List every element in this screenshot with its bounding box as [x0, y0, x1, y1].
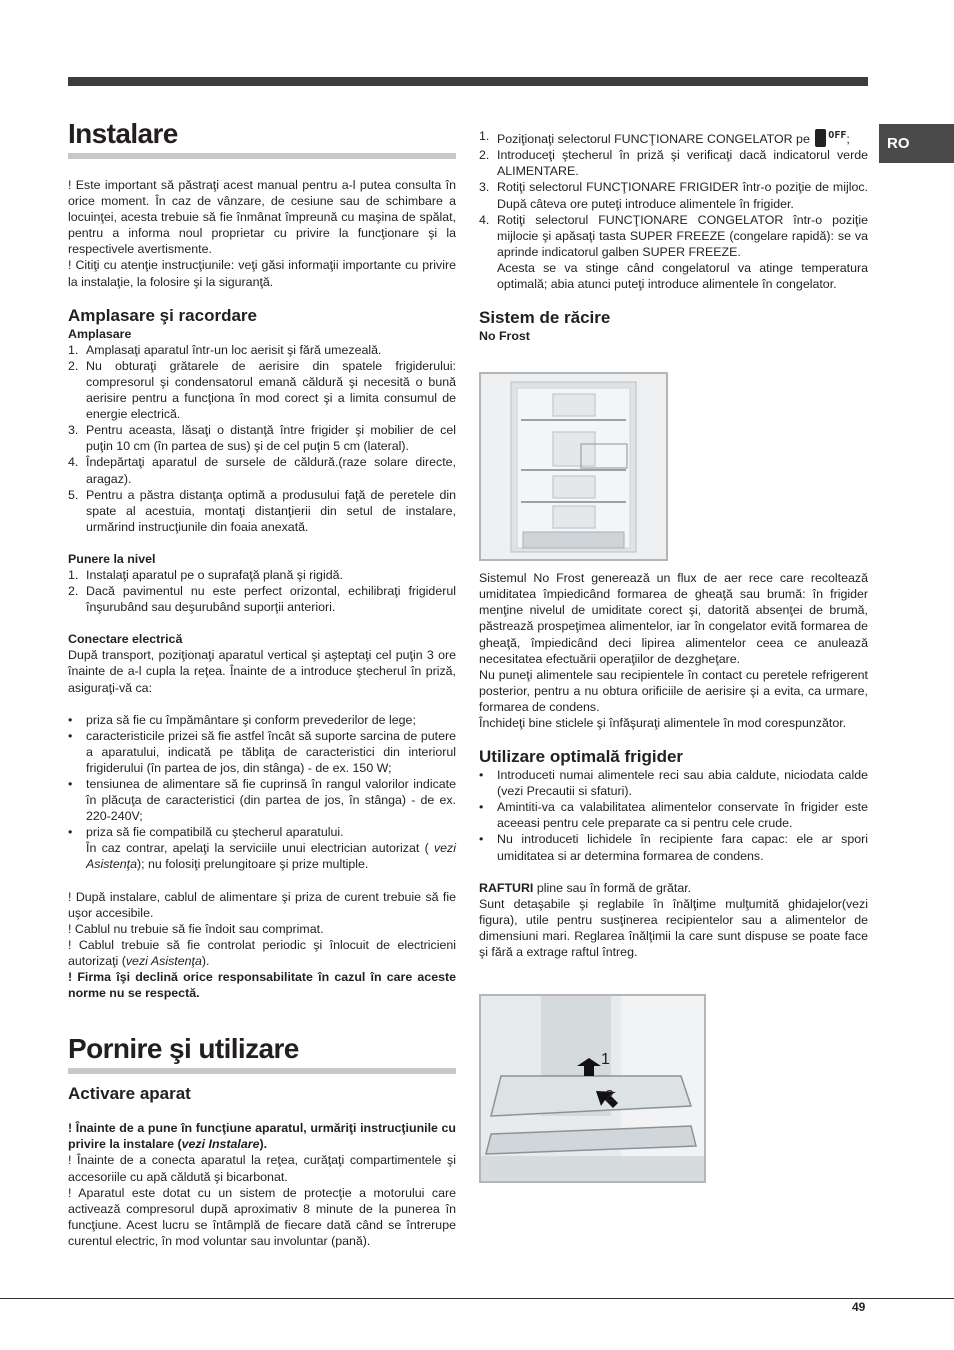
sistem-paragraph: Sistemul No Frost generează un flux de aer rece care recoltează umiditatea împiedicând formarea de gheaţă sau brumă: în frigider menţine nivelul de umiditate corect şi, datorită absenţei de brumă, păstrează prospeţimea alimentelor, iar în congelator evită formarea de gheaţă, împiedicând deci lipirea alimentelor ceea ce anulează necesitatea efectuării operaţiilor de dezgheţare.: [479, 571, 868, 666]
subheading-nivel: Punere la nivel: [68, 551, 156, 566]
list-item: 3. Pentru aceasta, lăsaţi o distanţă între frigider şi mobilier de cel puţin 10 cm (în partea de sus) şi de cel puţin 5 cm (lateral).: [68, 423, 456, 454]
sistem-paragraph: Nu puneţi alimentele sau recipientele în contact cu peretele refrigerent posterior, pentru a nu obtura orificiile de aerisire şi a evita, ca urmare, formarea de condens.: [479, 667, 868, 714]
heading-activare: Activare aparat: [68, 1084, 191, 1104]
intro-paragraph: ! Citiţi cu atenţie instrucţiunile: veţi găsi informaţii importante cu privire la instalaţie, la folosire şi la siguranţă.: [68, 258, 456, 289]
top-rule: [68, 77, 868, 86]
sistem-paragraph: Închideţi bine sticlele şi înfăşuraţi alimentele în mod corespunzător.: [479, 716, 847, 730]
title-rule: [68, 153, 456, 159]
activare-warning: ! Înainte de a pune în funcţiune aparatul, urmăriţi instrucţiunile cu privire la instalare (vezi Instalare).: [68, 1121, 456, 1152]
list-item: • Nu introduceti lichidele în recipiente fara capac: ele ar spori umiditatea si ar determina formarea de condens.: [479, 832, 868, 863]
left-column: [68, 116, 456, 1249]
rafturi-line: RAFTURI pline sau în formă de grătar.: [479, 880, 692, 895]
list-item: 4. Rotiţi selectorul FUNCŢIONARE CONGELATOR într-o poziţie mijlocie şi apăsaţi tasta SUPER FREEZE (congelare rapidă): se va aprinde indicatorul galben SUPER FREEZE. Acesta se va stinge când congelatorul va atinge temperatura optimală; abia atunci puteţi introduce alimentele în congelator.: [479, 212, 868, 291]
title-rule: [68, 1068, 456, 1074]
list-item: 2. Nu obturaţi grătarele de aerisire din spatele frigiderului: compresorul şi condensatorul emană căldură şi necesită o bună aerisire pentru a funcţiona în mod corect şi a limita consumul de energie electrică.: [68, 358, 456, 422]
amplasare-list: [68, 342, 456, 535]
subheading-nofrost: No Frost: [479, 329, 530, 344]
heading-sistem: Sistem de răcire: [479, 308, 611, 328]
warning-text: ! După instalare, cablul de alimentare şi priza de curent trebuie să fie uşor accesibile.: [68, 889, 456, 920]
list-item: 2. Introduceţi ştecherul în priză şi verificaţi dacă indicatorul verde ALIMENTARE.: [479, 148, 868, 179]
activare-paragraph: ! Înainte de a conecta aparatul la reţea, curăţaţi compartimentele şi accesoriile cu apă căldută şi bicarbonat.: [68, 1153, 456, 1184]
list-item: 4. Îndepărtaţi aparatul de sursele de căldură.(raze solare directe, aragaz).: [68, 455, 456, 486]
list-item: • caracteristicile prizei să fie astfel încât să suporte sarcina de putere a aparatului, indicată pe tăbliţa de caracteristici din interiorul frigiderului (în partea de jos, din stânga) - de ex. 150 W;: [68, 728, 456, 775]
heading-utilizare: Utilizare optimală frigider: [479, 747, 684, 767]
list-item: 3. Rotiţi selectorul FUNCŢIONARE FRIGIDER într-o poziţie de mijloc. După câteva ore puteţi introduce alimentele în frigider.: [479, 180, 868, 211]
warning-text: ! Firma îşi declină orice responsabilitate în cazul în care aceste norme nu se respectă.: [68, 970, 456, 1001]
language-tab: RO: [879, 124, 954, 163]
figure-label-1: 1: [601, 1051, 610, 1068]
list-item: 1. Poziţionaţi selectorul FUNCŢIONARE CONGELATOR pe $^{OFF}$;: [479, 129, 850, 147]
list-item: • priza să fie cu împământare şi conform prevederilor de lege;: [68, 712, 416, 727]
utilizare-bullets: [479, 767, 868, 864]
nivel-list: [68, 567, 456, 615]
subheading-electric: Conectare electrică: [68, 632, 183, 647]
list-item: 1. Instalaţi aparatul pe o suprafaţă plană şi rigidă.: [68, 567, 343, 582]
list-item: • Introduceti numai alimentele reci sau abia caldute, niciodata calde (vezi Precautii si sfaturi).: [479, 768, 868, 799]
rafturi-paragraph: Sunt detaşabile şi reglabile în înălţime mulţumită ghidajelor(vezi figura), utile pentru susţinerea recipientelor sau a alimentelor de dimensiuni mari. Reglarea înălţimii la care sunt dispuse se poate face şi fără a extrage raftul întreg.: [479, 896, 868, 960]
list-item: • priza să fie compatibilă cu ştecherul aparatului. În caz contrar, apelaţi la serviciile unui electrician autorizat ( vezi Asistenţa); nu folosiţi prelungitoare şi prize multiple.: [68, 825, 456, 872]
shelf-adjustment-image: [479, 994, 706, 1183]
list-item: • Amintiti-va ca valabilitatea alimentelor conservate în frigider este aceeasi pentru cele preparate ca si pentru cele crude.: [479, 800, 868, 831]
warning-text: ! Cablul nu trebuie să fie îndoit sau comprimat.: [68, 921, 324, 936]
fridge-illustration: [481, 374, 666, 559]
fridge-interior-image: [479, 372, 668, 561]
section-title-pornire: Pornire şi utilizare: [68, 1033, 299, 1065]
page-number: 49: [852, 1300, 866, 1314]
shelf-illustration: [481, 996, 704, 1181]
electric-paragraph: După transport, poziţionaţi aparatul vertical şi aşteptaţi cel puţin 3 ore înainte de a-l cupla la reţea. Înainte de a introduce ştecherul în priză, asiguraţi-vă ca:: [68, 648, 456, 695]
electric-bullets: [68, 712, 456, 873]
list-item: • tensiunea de alimentare să fie cuprinsă în rangul valorilor indicate în plăcuţa de caracteristici (din partea de jos, în stânga) - de ex. 220-240V;: [68, 777, 456, 824]
intro-paragraph: ! Este important să păstraţi acest manual pentru a-l putea consulta în orice moment. În caz de vânzare, de cesiune sau de schimbare a locuinţei, acesta trebuie să fie înmânat împreună cu maşina de spălat, pentru a informa noul proprietar cu privire la funcţionare şi la respectivele avertismente.: [68, 178, 456, 257]
heading-amplasare: Amplasare şi racordare: [68, 305, 257, 325]
list-item: 2. Dacă pavimentul nu este perfect orizontal, echilibraţi frigiderul înşurubând sau deşurubând suporţii anteriori.: [68, 584, 456, 615]
list-item: 5. Pentru a păstra distanţa optimă a produsului faţă de peretele din spate al acestuia, montaţi distanţierii din setul de instalare, urmărind instrucţiunile din foaia anexată.: [68, 487, 456, 534]
activare-paragraph: ! Aparatul este dotat cu un sistem de protecţie a motorului care activează compresorul după aproximativ 8 minute de la punerea în funcţiune. Acest lucru se întâmplă de fiecare dată când se întrerupe curentul electric, în mod voluntar sau involuntar (pană).: [68, 1185, 456, 1248]
startup-steps: [479, 128, 868, 292]
list-item: 1. Amplasaţi aparatul într-un loc aerisit şi fără umezeală.: [68, 342, 382, 357]
selector-off-icon: [815, 129, 826, 147]
figure-label-2: 2: [605, 1088, 614, 1105]
warning-text: ! Cablul trebuie să fie controlat periodic şi înlocuit de electricieni autorizaţi (vezi Asistenţa).: [68, 937, 456, 968]
section-title-instalare: Instalare: [68, 118, 178, 149]
footer-rule: [0, 1298, 954, 1299]
subheading-amplasare: Amplasare: [68, 326, 132, 341]
